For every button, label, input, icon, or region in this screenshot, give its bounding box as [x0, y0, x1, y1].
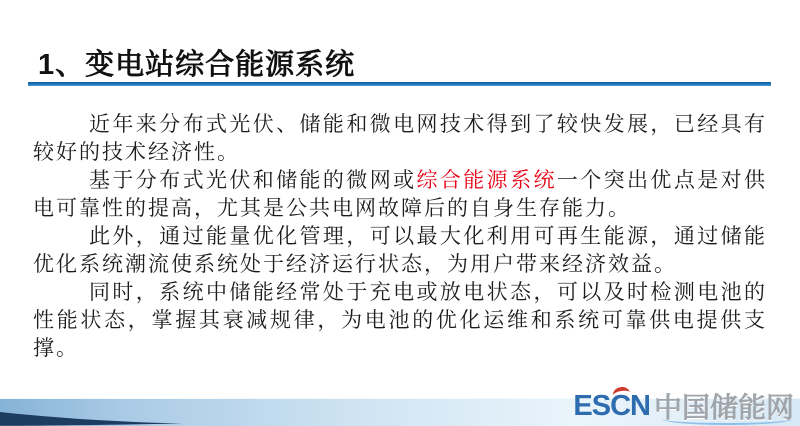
- footer-band: [0, 389, 800, 426]
- paragraph-3: 此外，通过能量优化管理，可以最大化利用可再生能源，通过储能优化系统潮流使系统处于经济运行状态，为用户带来经济效益。: [33, 224, 767, 276]
- escn-logo: [573, 390, 794, 422]
- escn-logo-cn-text: 中国储能网: [653, 392, 794, 423]
- logo-blue-swoosh-icon: [662, 413, 792, 425]
- footer-wave-shape: [0, 399, 190, 426]
- paragraph-1: 近年来分布式光伏、储能和微电网技术得到了较快发展，已经具有较好的技术经济性。: [33, 112, 767, 164]
- title-underline-rule: [28, 82, 771, 86]
- paragraph-2-text-before: 基于分布式光伏和储能的微网或: [89, 168, 417, 192]
- escn-logo-text: ESCN: [573, 389, 650, 422]
- highlight-term: 综合能源系统: [416, 168, 557, 192]
- paragraph-4: 同时，系统中储能经常处于充电或放电状态，可以及时检测电池的性能状态，掌握其衰减规律，为电池的优化运维和系统可靠供电提供支撑。: [33, 280, 767, 360]
- paragraph-2-text-after: 一个突出优点是对供电可靠性的提高，尤其是公共电网故障后的自身生存能力。: [33, 168, 768, 220]
- paragraph-2: [33, 166, 767, 222]
- body-text: [33, 110, 767, 362]
- page-title: 1、变电站综合能源系统: [38, 49, 356, 81]
